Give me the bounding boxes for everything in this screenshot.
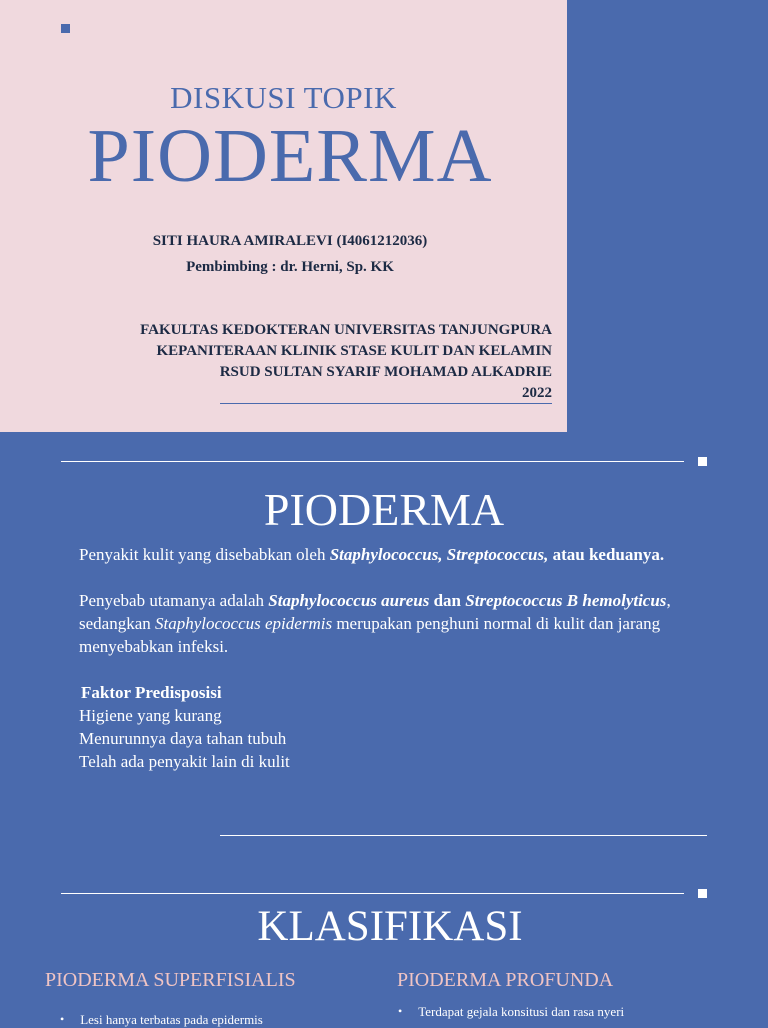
bullet-text: Lesi hanya terbatas pada epidermis	[80, 1012, 263, 1027]
factor-text: Menurunnya daya tahan tubuh	[79, 729, 287, 748]
list-item	[60, 1012, 263, 1028]
organism-name: Streptococcus B hemolyticus	[465, 591, 667, 610]
year: 2022	[522, 385, 552, 401]
bullet-icon: •	[398, 1004, 403, 1018]
slide-title: PIODERMA	[87, 114, 493, 198]
text: , sedangkan	[79, 591, 671, 633]
paragraph-definition	[79, 543, 709, 566]
bullet-text: Terdapat gejala konsitusi dan rasa nyeri	[418, 1004, 625, 1019]
advisor: Pembimbing : dr. Herni, Sp. KK	[186, 259, 394, 275]
divider	[61, 461, 684, 462]
institution-line: RSUD SULTAN SYARIF MOHAMAD ALKADRIE	[219, 364, 552, 380]
institution-line: KEPANITERAAN KLINIK STASE KULIT DAN KELAMIN	[156, 343, 552, 359]
institution-line: FAKULTAS KEDOKTERAN UNIVERSITAS TANJUNGPURA	[140, 322, 552, 338]
classification-slide	[0, 866, 768, 1027]
slide-title: KLASIFIKASI	[257, 903, 523, 950]
organism-name: Staphylococcus epidermis	[155, 614, 333, 633]
text: dan	[429, 591, 466, 610]
list-item	[79, 727, 709, 750]
divider	[220, 403, 552, 404]
text: atau keduanya.	[548, 545, 665, 564]
title-slide	[0, 0, 768, 432]
slide-title: PIODERMA	[263, 484, 505, 535]
slide-body	[79, 543, 709, 773]
bullet-icon: •	[60, 1012, 65, 1026]
divider	[220, 835, 707, 836]
factor-text: Higiene yang kurang	[79, 706, 222, 725]
list-item	[79, 750, 709, 773]
decorative-square	[61, 24, 70, 33]
decorative-square	[698, 889, 707, 898]
divider	[61, 893, 684, 894]
list-item	[398, 1004, 624, 1020]
text: merupakan penghuni normal di kulit dan jarang menyebabkan infeksi.	[79, 614, 661, 656]
paragraph-causes	[79, 589, 709, 658]
organism-name: Staphylococcus aureus	[268, 591, 430, 610]
organism-names: Staphylococcus, Streptococcus,	[329, 545, 549, 564]
text: Penyebab utamanya adalah	[79, 591, 269, 610]
text: Penyakit kulit yang disebabkan oleh	[79, 545, 330, 564]
column-heading-profunda: PIODERMA PROFUNDA	[397, 969, 614, 991]
list-item	[79, 704, 709, 727]
slide-subtitle: DISKUSI TOPIK	[170, 80, 397, 115]
author: SITI HAURA AMIRALEVI (I4061212036)	[152, 233, 428, 249]
definition-slide	[0, 433, 768, 865]
column-heading-superficial: PIODERMA SUPERFISIALIS	[45, 969, 296, 991]
factor-text: Telah ada penyakit lain di kulit	[79, 752, 290, 771]
institution	[60, 320, 552, 404]
decorative-square	[698, 457, 707, 466]
factor-title: Faktor Predisposisi	[81, 683, 222, 702]
